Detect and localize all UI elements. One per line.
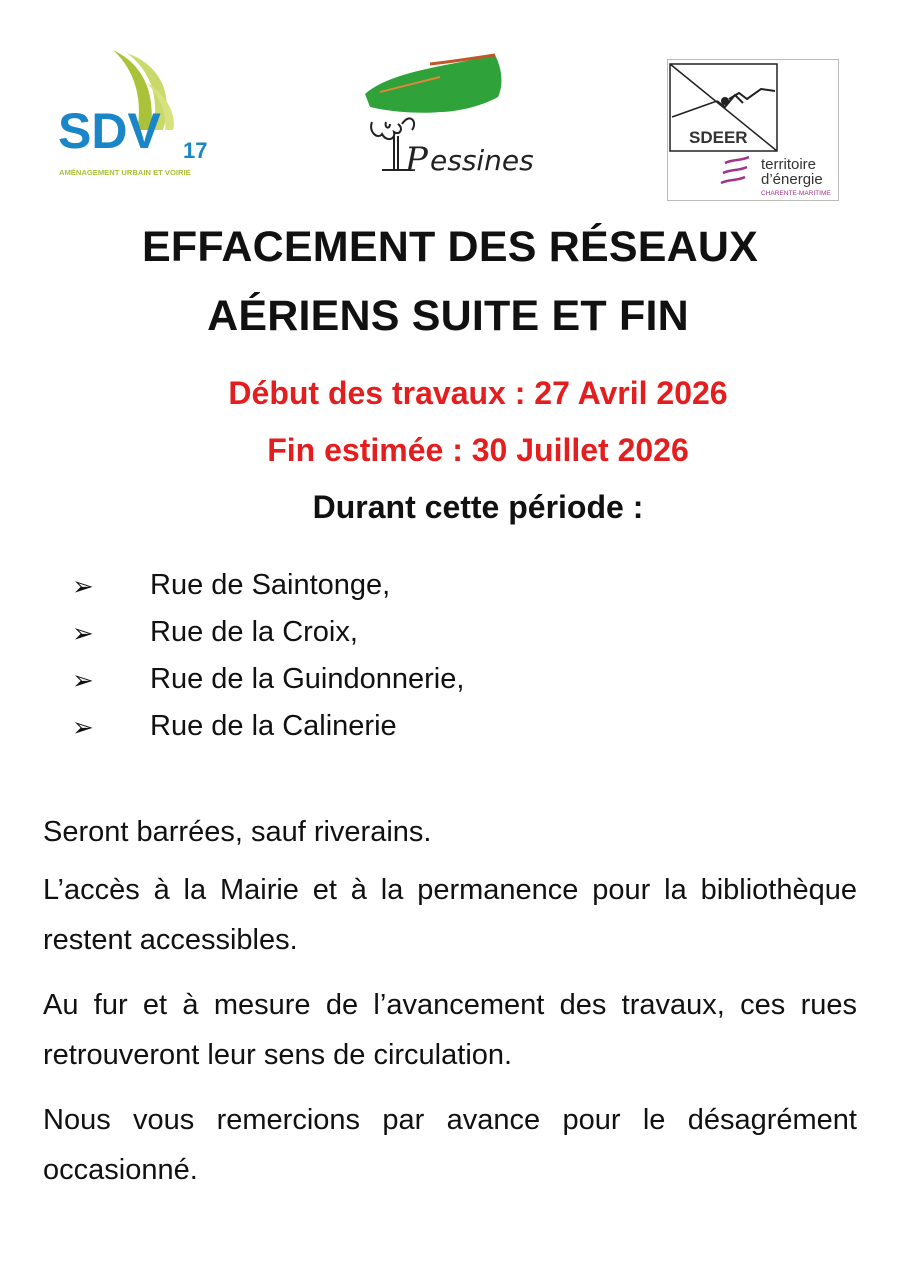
arrow-bullet-icon: ➢ bbox=[72, 711, 94, 742]
sdeer-line2: d’énergie bbox=[761, 171, 823, 188]
sdeer-logo bbox=[667, 59, 839, 201]
pessines-logo bbox=[360, 52, 560, 182]
street-name: Rue de Saintonge, bbox=[150, 569, 391, 601]
arrow-bullet-icon: ➢ bbox=[72, 570, 94, 601]
sdv17-logo bbox=[55, 45, 225, 185]
paragraph-progress: Au fur et à mesure de l’avancement des travaux, ces rues retrouveront leur sens de circulation. bbox=[43, 989, 857, 1071]
arrow-bullet-icon: ➢ bbox=[72, 617, 94, 648]
end-date: Fin estimée : 30 Juillet 2026 bbox=[267, 432, 689, 468]
sdeer-label: SDEER bbox=[689, 128, 748, 147]
start-date: Début des travaux : 27 Avril 2026 bbox=[228, 375, 728, 411]
list-item bbox=[72, 609, 464, 656]
sdeer-line1: territoire bbox=[761, 156, 817, 173]
paragraph-access: L’accès à la Mairie et à la permanence pour la bibliothèque restent accessibles. bbox=[43, 874, 857, 956]
title-line-2: AÉRIENS SUITE ET FIN bbox=[207, 292, 689, 340]
sdv-tagline: AMÉNAGEMENT URBAIN ET VOIRIE bbox=[59, 168, 191, 177]
paragraph-thanks: Nous vous remercions par avance pour le désagrément occasionné. bbox=[43, 1104, 857, 1186]
street-name: Rue de la Calinerie bbox=[150, 710, 397, 742]
period-heading: Durant cette période : bbox=[312, 489, 644, 525]
list-item bbox=[72, 703, 464, 750]
street-name: Rue de la Guindonnerie, bbox=[150, 663, 465, 695]
svg-text:P: P bbox=[405, 140, 428, 180]
title-line-1: EFFACEMENT DES RÉSEAUX bbox=[141, 223, 759, 271]
pessines-wordmark: essines bbox=[430, 144, 534, 177]
list-item bbox=[72, 562, 464, 609]
sdv-wordmark: SDV bbox=[58, 103, 161, 159]
street-name: Rue de la Croix, bbox=[150, 616, 358, 648]
street-list bbox=[72, 562, 464, 750]
sdv-number: 17 bbox=[183, 138, 208, 163]
paragraph-closures: Seront barrées, sauf riverains. bbox=[43, 816, 432, 848]
arrow-bullet-icon: ➢ bbox=[72, 664, 94, 695]
list-item bbox=[72, 656, 464, 703]
sdeer-line3: CHARENTE-MARITIME bbox=[761, 190, 831, 197]
